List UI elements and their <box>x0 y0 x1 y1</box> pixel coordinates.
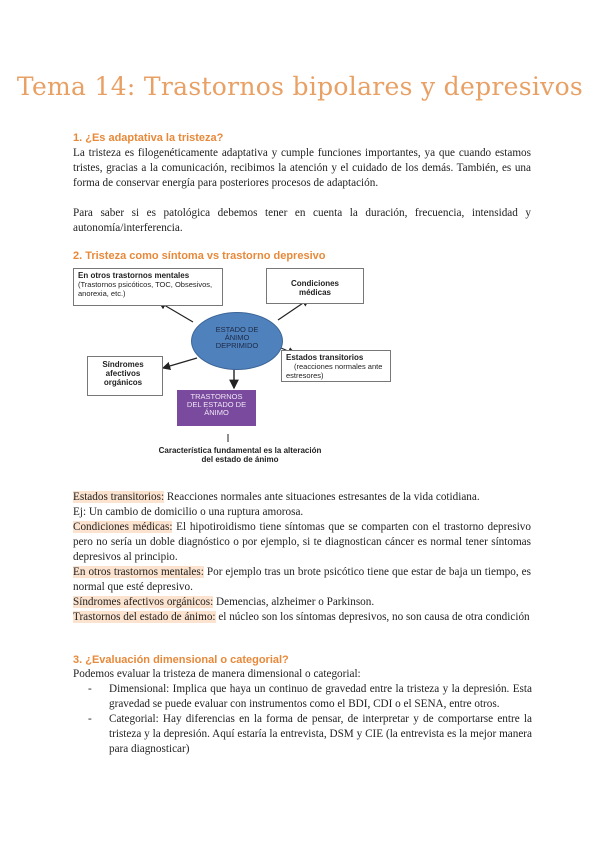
section-3-heading: 3. ¿Evaluación dimensional o categorial? <box>73 654 289 666</box>
estado-animo-ellipse <box>191 312 283 370</box>
def-text: Ej: Un cambio de domicilio o una ruptura amorosa. <box>73 506 304 518</box>
section-1-paragraph-2: Para saber si es patológica debemos tener en cuenta la duración, frecuencia, intensidad y autonomía/interferencia. <box>73 207 531 234</box>
trastornos-estado-animo-box <box>177 390 256 426</box>
def-ejemplo <box>73 505 531 520</box>
def-term: Estados transitorios: <box>73 491 165 503</box>
definitions <box>73 490 531 625</box>
def-term: Condiciones médicas: <box>73 521 173 533</box>
def-text: Por ejemplo tras un brote psicótico tiene que estar de baja un tiempo, es normal que esté depresivo. <box>73 566 531 593</box>
list-item-text: Categorial: Hay diferencias en la forma de pensar, de interpretar y de comportarse entre la tristeza y la depresión. Aquí estaría la entrevista, DSM y CIE (la entrevista es la mejor manera para diagnosticar) <box>109 713 532 755</box>
otros-trastornos-title: En otros trastornos mentales <box>78 271 190 280</box>
list-dash: - <box>88 683 92 695</box>
def-term: Trastornos del estado de ánimo: <box>73 611 216 623</box>
estado-animo-label: ESTADO DE ÁNIMO DEPRIMIDO <box>215 325 259 350</box>
def-text: El hipotiroidismo tiene síntomas que se comparten con el trastorno depresivo pero no sería un doble diagnóstico o por ejemplo, si te diagnostican cáncer es normal tener síntomas depresivos al principio. <box>73 521 531 563</box>
caracteristica-label: Característica fundamental es la alteración del estado de ánimo <box>158 446 322 464</box>
def-text: Reacciones normales ante situaciones estresantes de la vida cotidiana. <box>164 491 480 503</box>
def-term: Síndromes afectivos orgánicos: <box>73 596 214 608</box>
depression-diagram <box>73 264 525 476</box>
page-title: Tema 14: Trastornos bipolares y depresivos <box>16 72 584 101</box>
caracteristica-box <box>155 442 325 474</box>
trastornos-estado-animo-label: TRASTORNOS DEL ESTADO DE ÁNIMO <box>186 392 247 417</box>
def-condiciones <box>73 520 531 565</box>
evaluation-list <box>88 682 532 757</box>
sindromes-box <box>87 356 163 396</box>
section-1-paragraph-1: La tristeza es filogenéticamente adaptativa y cumple funciones importantes, ya que cuando estamos tristes, gracias a la comunicación, recibimos la atención y el cuidado de los demás. También, es una forma de conservar energía para posteriores procesos de adaptación. <box>73 147 531 189</box>
def-estados <box>73 490 531 505</box>
condiciones-medicas-label: Condiciones médicas <box>290 279 339 297</box>
estados-transitorios-title: Estados transitorios <box>286 353 364 362</box>
otros-trastornos-box <box>73 268 223 306</box>
def-text: Demencias, alzheimer o Parkinson. <box>213 596 375 608</box>
estados-transitorios-box <box>281 350 391 382</box>
list-item-text: Dimensional: Implica que haya un continuo de gravedad entre la tristeza y la depresión. Esta gravedad se puede evaluar con instrumentos como el BDI, CDI o el SENA, entre otros. <box>109 683 532 710</box>
list-item <box>88 712 532 757</box>
def-sindromes <box>73 595 531 610</box>
section-1-heading: 1. ¿Es adaptativa la tristeza? <box>73 132 224 144</box>
def-otros <box>73 565 531 595</box>
def-term: En otros trastornos mentales: <box>73 566 204 578</box>
section-3-intro: Podemos evaluar la tristeza de manera dimensional o categorial: <box>73 668 361 680</box>
list-dash: - <box>88 713 92 725</box>
condiciones-medicas-box <box>266 268 364 304</box>
list-item <box>88 682 532 712</box>
estados-transitorios-sub: (reacciones normales ante estresores) <box>286 362 383 380</box>
def-trastornos <box>73 610 531 625</box>
sindromes-label: Síndromes afectivos orgánicos <box>102 360 144 387</box>
section-2-heading: 2. Tristeza como síntoma vs trastorno depresivo <box>73 250 326 262</box>
def-text: el núcleo son los síntomas depresivos, no son causa de otra condición <box>215 611 530 623</box>
otros-trastornos-examples: (Trastornos psicóticos, TOC, Obsesivos, anorexia, etc.) <box>78 280 213 298</box>
